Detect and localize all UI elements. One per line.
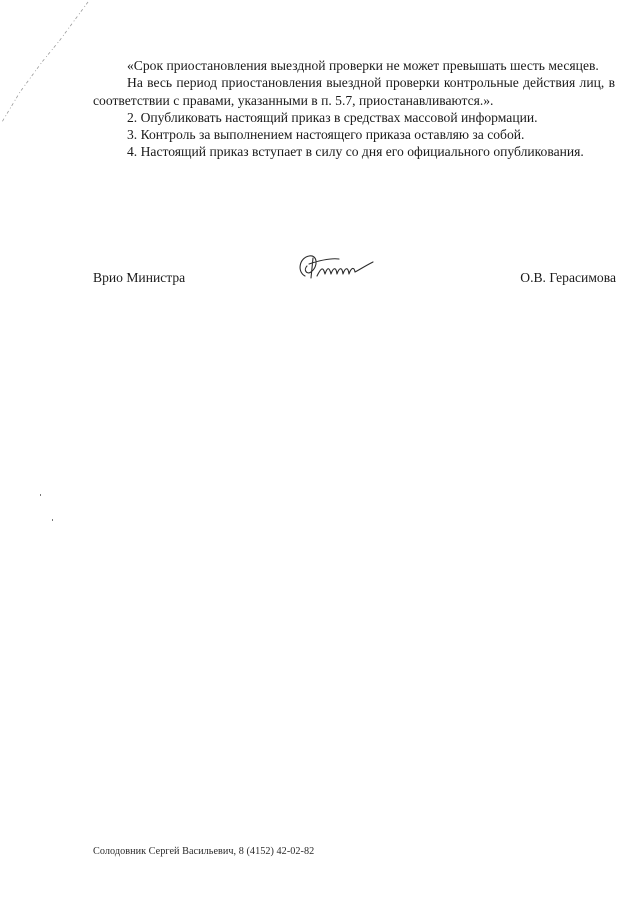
document-body [93,57,615,161]
signer-position: Врио Министра [93,270,186,285]
contact-footer: Солодовник Сергей Васильевич, 8 (4152) 42-02-82 [93,846,315,857]
paragraph-item-2: 2. Опубликовать настоящий приказ в средствах массовой информации. [127,109,538,125]
scan-speck [40,494,41,496]
paragraph-suspension-actions: На весь период приостановления выездной проверки контрольные действия лиц, в соответствии с правами, указанными в п. 5.7, приостанавливаются.». [93,75,615,108]
scan-edge-mark [0,0,90,130]
scan-speck [52,519,53,521]
paragraph-item-4: 4. Настоящий приказ вступает в силу со дня его официального опубликования. [127,144,584,160]
paragraph-item-3: 3. Контроль за выполнением настоящего приказа оставляю за собой. [127,127,525,143]
signature-block [93,268,616,292]
signer-name: О.В. Герасимова [520,270,616,285]
handwritten-signature [291,246,381,290]
paragraph-suspension-term: «Срок приостановления выездной проверки не может превышать шесть месяцев. [127,58,599,73]
